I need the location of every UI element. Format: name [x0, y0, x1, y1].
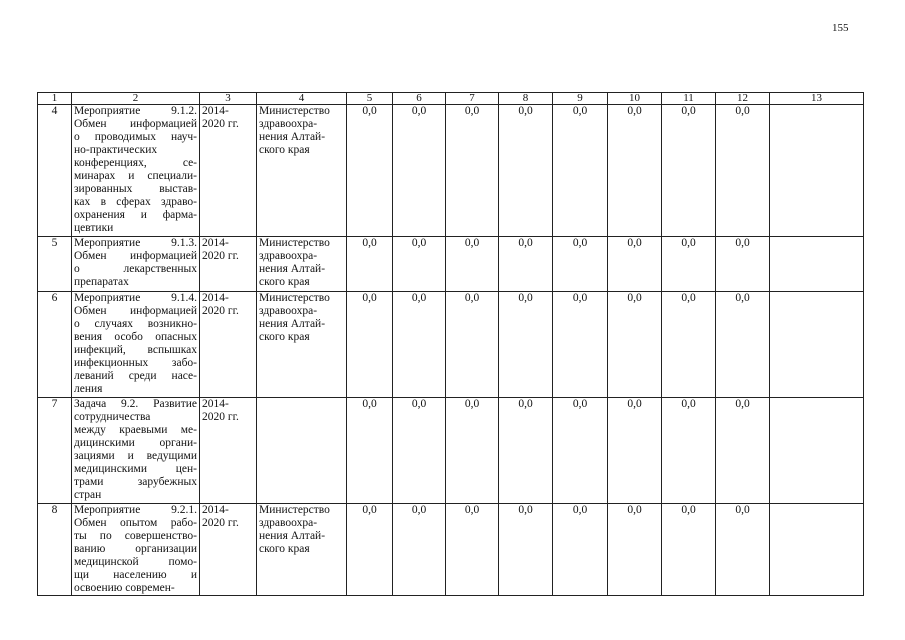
value-cell: 0,0 [716, 292, 770, 398]
measure-description-line: Обмен информацией [74, 118, 197, 130]
period-line: 2020 гг. [202, 517, 239, 529]
measure-description-line: препаратах [74, 276, 129, 288]
value-cell: 0,0 [499, 292, 553, 398]
table-row [38, 292, 864, 398]
measure-description-line: охранения и фарма- [74, 209, 197, 221]
value-cell: 0,0 [393, 105, 446, 237]
measure-description-line: Мероприятие 9.1.2. [74, 105, 197, 117]
executor-line: Министерство [259, 237, 330, 249]
measure-description-line: Мероприятие 9.1.4. [74, 292, 197, 304]
value-cell: 0,0 [347, 292, 393, 398]
column-header: 3 [200, 93, 257, 105]
measure-description-line: инфекционных забо- [74, 357, 197, 369]
value-cell: 0,0 [446, 105, 499, 237]
executor [257, 237, 347, 292]
value-cell: 0,0 [347, 504, 393, 596]
measure-description-line: минарах и специали- [74, 170, 197, 182]
value-cell: 0,0 [608, 398, 662, 504]
value-cell: 0,0 [662, 398, 716, 504]
measure-description-line: инфекций, вспышках [74, 344, 197, 356]
executor [257, 398, 347, 504]
measure-description-line: леваний среди насе- [74, 370, 197, 382]
value-cell: 0,0 [347, 105, 393, 237]
value-cell: 0,0 [393, 504, 446, 596]
column-header: 2 [72, 93, 200, 105]
value-cell: 0,0 [393, 237, 446, 292]
row-number: 7 [38, 398, 72, 504]
page-number: 155 [832, 22, 849, 34]
value-cell: 0,0 [608, 105, 662, 237]
value-cell: 0,0 [446, 237, 499, 292]
executor-line: Министерство [259, 292, 330, 304]
value-cell: 0,0 [662, 292, 716, 398]
column-header: 7 [446, 93, 499, 105]
value-cell: 0,0 [608, 292, 662, 398]
value-cell: 0,0 [553, 105, 608, 237]
value-cell: 0,0 [716, 237, 770, 292]
column-header: 13 [770, 93, 864, 105]
measure-description-line: о случаях возникно- [74, 318, 197, 330]
measure-description-line: зациями и ведущими [74, 450, 197, 462]
value-cell: 0,0 [553, 398, 608, 504]
column-header: 10 [608, 93, 662, 105]
measure-description-line: Мероприятие 9.1.3. [74, 237, 197, 249]
period-line: 2020 гг. [202, 305, 239, 317]
column-header: 4 [257, 93, 347, 105]
note-cell [770, 105, 864, 237]
column-header: 5 [347, 93, 393, 105]
measure-description-line: Задача 9.2. Развитие [74, 398, 197, 410]
column-header: 6 [393, 93, 446, 105]
measure-description-line: зированных выстав- [74, 183, 197, 195]
executor [257, 292, 347, 398]
note-cell [770, 398, 864, 504]
program-table [37, 92, 864, 596]
value-cell: 0,0 [662, 105, 716, 237]
value-cell: 0,0 [446, 292, 499, 398]
executor-line: нения Алтай- [259, 263, 326, 275]
executor [257, 504, 347, 596]
value-cell: 0,0 [393, 398, 446, 504]
value-cell: 0,0 [662, 237, 716, 292]
executor-line: ского края [259, 331, 310, 343]
period-line: 2014- [202, 398, 229, 410]
period [200, 292, 257, 398]
measure-description-line: трами зарубежных [74, 476, 197, 488]
value-cell: 0,0 [553, 237, 608, 292]
value-cell: 0,0 [499, 398, 553, 504]
measure-description-line: между краевыми ме- [74, 424, 197, 436]
measure-description-line: медицинской помо- [74, 556, 197, 568]
measure-description-line: вения особо опасных [74, 331, 197, 343]
executor-line: здравоохра- [259, 517, 318, 529]
row-number: 4 [38, 105, 72, 237]
period [200, 237, 257, 292]
executor-line: Министерство [259, 504, 330, 516]
executor-line: ского края [259, 543, 310, 555]
measure-description-line: ках в сферах здраво- [74, 196, 197, 208]
period-line: 2014- [202, 237, 229, 249]
executor-line: здравоохра- [259, 305, 318, 317]
value-cell: 0,0 [608, 237, 662, 292]
table-row [38, 105, 864, 237]
measure-description [72, 398, 200, 504]
measure-description-line: ления [74, 383, 103, 395]
column-header: 8 [499, 93, 553, 105]
measure-description [72, 504, 200, 596]
measure-description [72, 292, 200, 398]
value-cell: 0,0 [499, 105, 553, 237]
measure-description-line: о проводимых науч- [74, 131, 197, 143]
value-cell: 0,0 [347, 237, 393, 292]
measure-description-line: Обмен опытом рабо- [74, 517, 197, 529]
header-row [38, 93, 864, 105]
value-cell: 0,0 [716, 105, 770, 237]
measure-description-line: конференциях, се- [74, 157, 197, 169]
executor-line: нения Алтай- [259, 318, 326, 330]
measure-description-line: но-практических [74, 144, 158, 156]
executor-line: ского края [259, 144, 310, 156]
executor-line: здравоохра- [259, 250, 318, 262]
value-cell: 0,0 [608, 504, 662, 596]
column-header: 1 [38, 93, 72, 105]
table-row [38, 398, 864, 504]
period-line: 2014- [202, 504, 229, 516]
measure-description-line: Обмен информацией [74, 305, 197, 317]
measure-description-line: дицинскими органи- [74, 437, 197, 449]
measure-description-line: стран [74, 489, 102, 501]
note-cell [770, 504, 864, 596]
measure-description-line: ты по совершенство- [74, 530, 197, 542]
measure-description [72, 105, 200, 237]
column-header: 9 [553, 93, 608, 105]
note-cell [770, 292, 864, 398]
executor-line: Министерство [259, 105, 330, 117]
period-line: 2014- [202, 292, 229, 304]
period-line: 2014- [202, 105, 229, 117]
measure-description-line: щи населению и [74, 569, 197, 581]
value-cell: 0,0 [446, 504, 499, 596]
measure-description-line: Обмен информацией [74, 250, 197, 262]
executor [257, 105, 347, 237]
row-number: 8 [38, 504, 72, 596]
value-cell: 0,0 [662, 504, 716, 596]
executor-line: ского края [259, 276, 310, 288]
measure-description-line: о лекарственных [74, 263, 197, 275]
row-number: 5 [38, 237, 72, 292]
table-row [38, 237, 864, 292]
table-row [38, 504, 864, 596]
column-header: 11 [662, 93, 716, 105]
period-line: 2020 гг. [202, 250, 239, 262]
value-cell: 0,0 [347, 398, 393, 504]
measure-description [72, 237, 200, 292]
value-cell: 0,0 [553, 504, 608, 596]
measure-description-line: сотрудничества [74, 411, 151, 423]
note-cell [770, 237, 864, 292]
period-line: 2020 гг. [202, 411, 239, 423]
period-line: 2020 гг. [202, 118, 239, 130]
row-number: 6 [38, 292, 72, 398]
measure-description-line: Мероприятие 9.2.1. [74, 504, 197, 516]
executor-line: здравоохра- [259, 118, 318, 130]
value-cell: 0,0 [499, 237, 553, 292]
value-cell: 0,0 [716, 504, 770, 596]
measure-description-line: цевтики [74, 222, 114, 234]
measure-description-line: ванию организации [74, 543, 197, 555]
executor-line: нения Алтай- [259, 131, 326, 143]
period [200, 504, 257, 596]
measure-description-line: освоению современ- [74, 582, 175, 594]
measure-description-line: медицинскими цен- [74, 463, 197, 475]
column-header: 12 [716, 93, 770, 105]
value-cell: 0,0 [446, 398, 499, 504]
value-cell: 0,0 [499, 504, 553, 596]
value-cell: 0,0 [393, 292, 446, 398]
period [200, 105, 257, 237]
value-cell: 0,0 [553, 292, 608, 398]
period [200, 398, 257, 504]
value-cell: 0,0 [716, 398, 770, 504]
executor-line: нения Алтай- [259, 530, 326, 542]
